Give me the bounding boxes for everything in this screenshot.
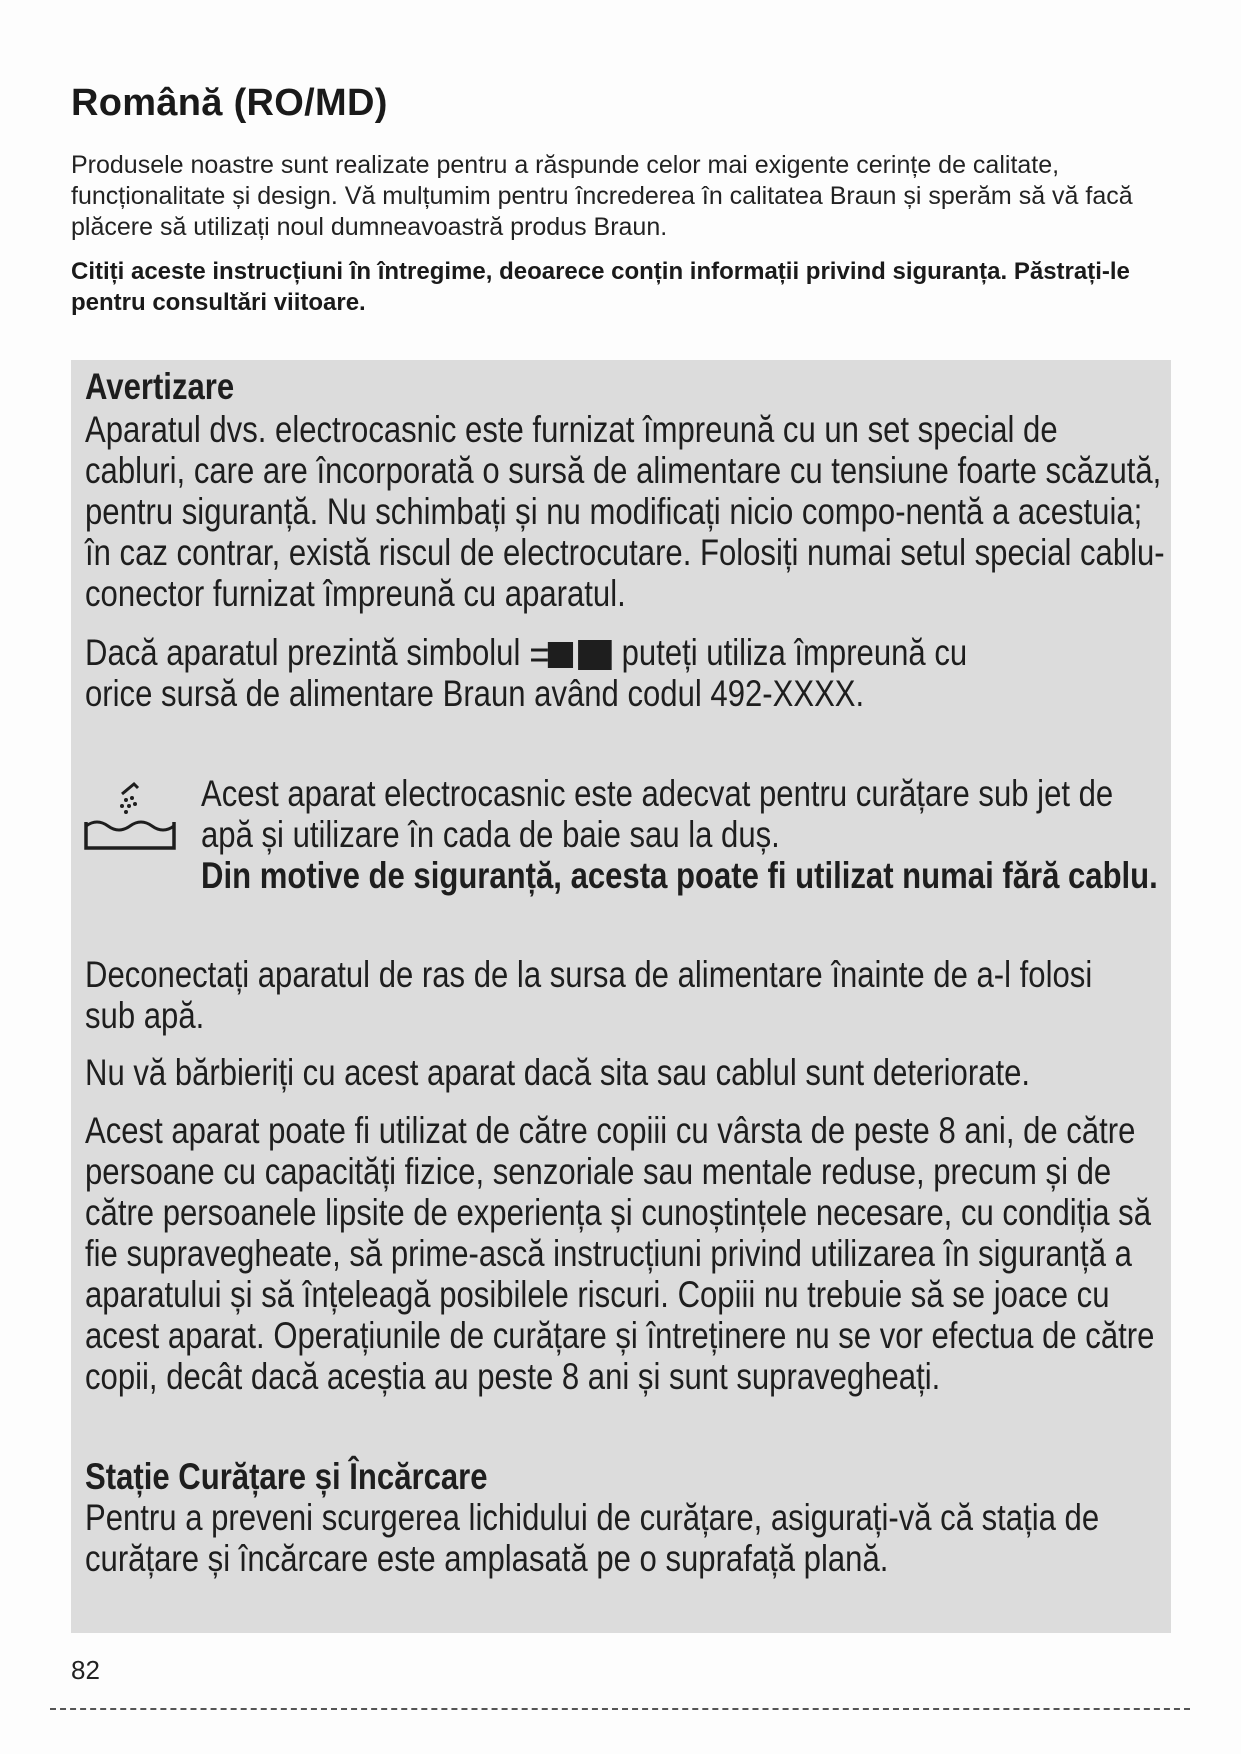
intro-paragraph: Produsele noastre sunt realizate pentru a răspunde celor mai exigente cerințe de calitate, funcționalitate și design. Vă mulțumim pentru încrederea în calitatea Braun și sperăm să vă facă plăcere să utilizați noul dumneavoastră produs Braun.	[71, 151, 1133, 241]
warning-paragraph-2-end: puteți utiliza împreună cu orice sursă de alimentare Braun având codul 492-XXXX.	[85, 632, 968, 714]
warning-paragraph-3-bold: Din motive de siguranță, acesta poate fi utilizat numai fără cablu.	[201, 855, 1158, 896]
symbol-paragraph-block	[85, 632, 992, 714]
page-number: 82	[71, 1655, 100, 1685]
bath-shower-icon	[82, 776, 182, 856]
warning-paragraph-1: Aparatul dvs. electrocasnic este furnizat împreună cu un set special de cabluri, care are încorporată o sursă de alimentare cu tensiune foarte scăzută, pentru siguranță. Nu schimbați și nu modificați nicio compo-nentă a acestuia; în caz contrar, există riscul de electrocutare. Folosiți numai setul special cablu-conector furnizat împreună cu aparatul.	[85, 409, 1165, 614]
warning-paragraph-3: Acest aparat electrocasnic este adecvat pentru curățare sub jet de apă și utilizare în cada de baie sau la duș.	[201, 773, 1114, 855]
warning-paragraph-4: Deconectați aparatul de ras de la sursa de alimentare înainte de a-l folosi sub apă.	[85, 954, 1093, 1036]
station-heading: Stație Curățare și Încărcare	[85, 1456, 488, 1497]
warning-heading-block	[85, 366, 1165, 614]
warning-paragraph-7: Pentru a preveni scurgerea lichidului de curățare, asigurați-vă că stația de curățare și încărcare este amplasată pe o suprafață plană.	[85, 1497, 1100, 1579]
station-block	[85, 1456, 1100, 1579]
damage-paragraph-block	[85, 1052, 1031, 1093]
page-title: Română (RO/MD)	[71, 82, 388, 124]
bath-paragraph-block	[201, 773, 1158, 896]
warning-paragraph-2-start: Dacă aparatul prezintă simbolul	[85, 632, 521, 673]
unplug-paragraph-block	[85, 954, 1093, 1036]
warning-heading: Avertizare	[85, 366, 235, 407]
warning-paragraph-5: Nu vă bărbieriți cu acest aparat dacă sita sau cablul sunt deteriorate.	[85, 1052, 1031, 1093]
warning-paragraph-6: Acest aparat poate fi utilizat de către copiii cu vârsta de peste 8 ani, de către persoane cu capacități fizice, senzoriale sau mentale reduse, precum și de către persoanele lipsite de experiența și cunoștințele necesare, cu condiția să fie supravegheate, să prime-ască instrucțiuni privind utilizarea în siguranță a aparatului și să înțeleagă posibilele riscuri. Copiii nu trebuie să se joace cu acest aparat. Operațiunile de curățare și întreținere nu se vor efectua de către copii, decât dacă aceștia au peste 8 ani și sunt supravegheați.	[85, 1110, 1155, 1397]
safety-notice: Citiți aceste instrucțiuni în întregime, deoarece conțin informații privind siguranța. Păstrați-le pentru consultări viitoare.	[71, 258, 1130, 316]
power-symbol-icon	[529, 638, 613, 672]
bottom-divider	[50, 1708, 1190, 1710]
children-paragraph-block	[85, 1110, 1155, 1397]
